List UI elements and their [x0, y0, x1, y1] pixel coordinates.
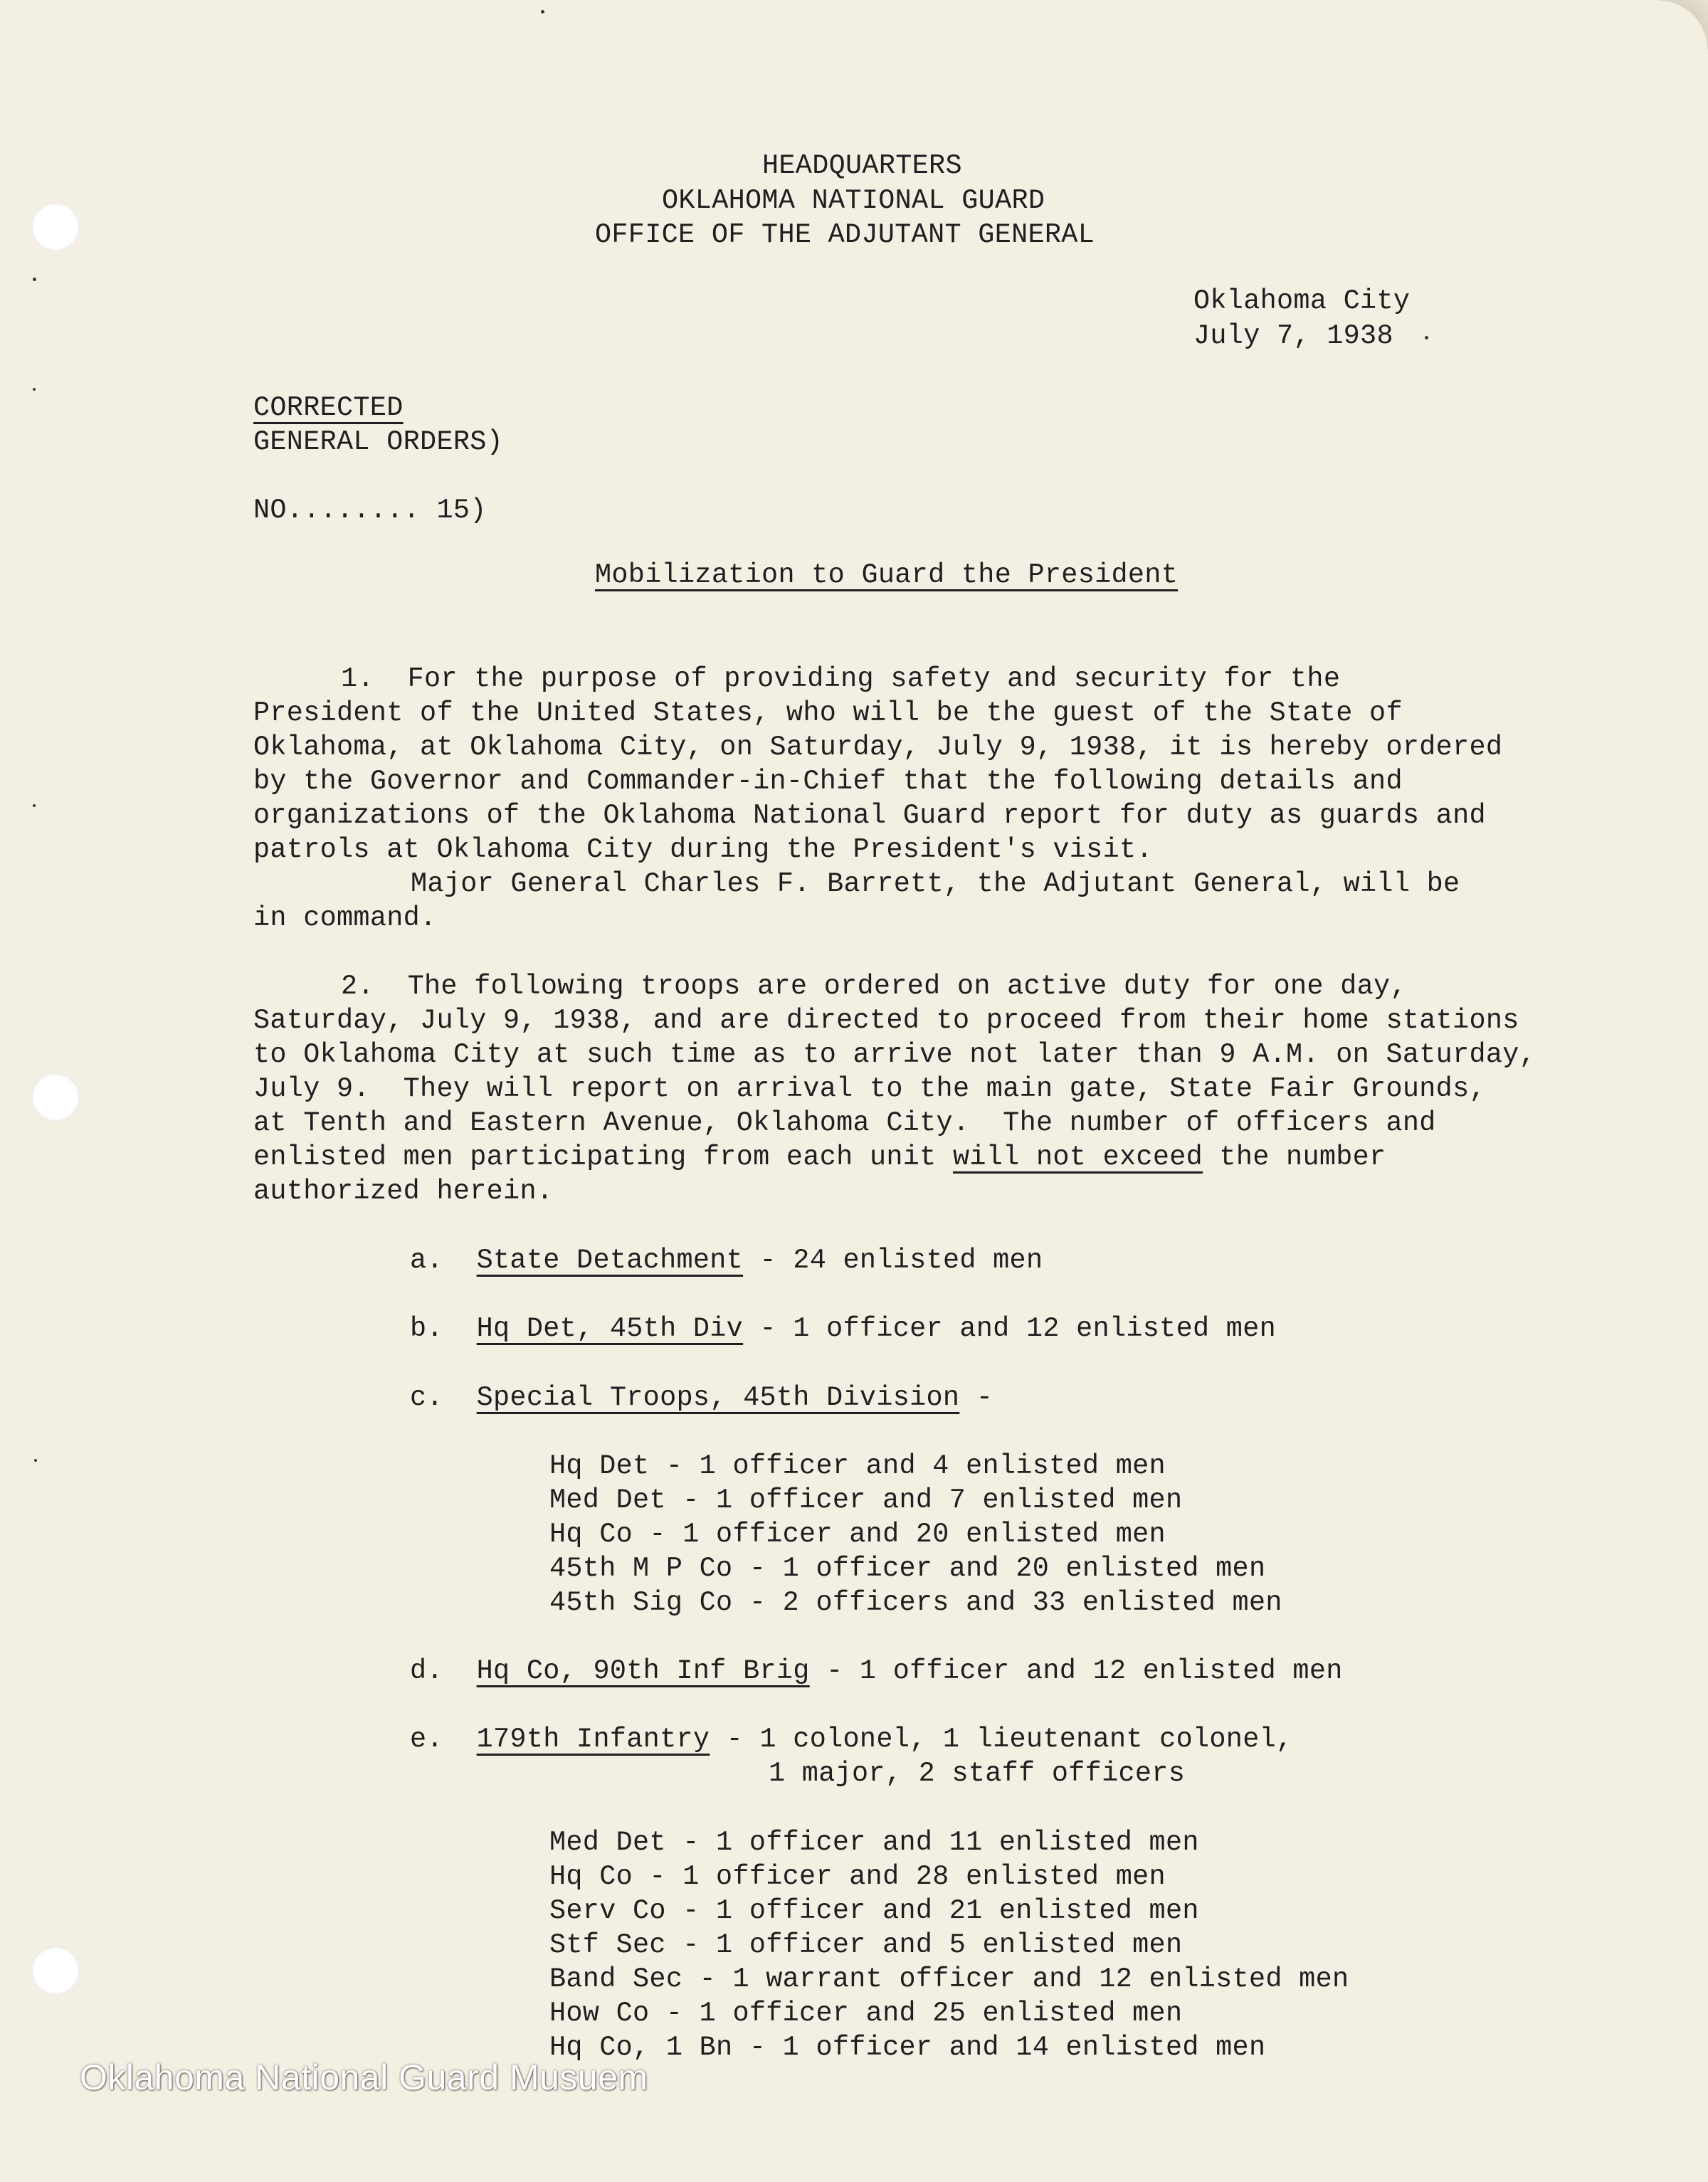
paragraph-line: authorized herein.	[253, 1176, 554, 1207]
item-detail: - 1 colonel, 1 lieutenant colonel,	[710, 1724, 1293, 1755]
item-c	[410, 1381, 993, 1415]
sub-item: Stf Sec - 1 officer and 5 enlisted men	[549, 1929, 1183, 1961]
sub-item: Band Sec - 1 warrant officer and 12 enlisted men	[549, 1964, 1349, 1995]
paragraph-line: 1. For the purpose of providing safety and security for the	[341, 663, 1341, 695]
item-detail-continued: 1 major, 2 staff officers	[769, 1758, 1186, 1789]
sub-item: Hq Co, 1 Bn - 1 officer and 14 enlisted men	[549, 2032, 1266, 2063]
item-unit: State Detachment	[476, 1245, 744, 1276]
paper-speck	[34, 1459, 37, 1462]
paragraph-line: 2. The following troops are ordered on active duty for one day,	[341, 971, 1407, 1002]
paragraph-line: Major General Charles F. Barrett, the Adjutant General, will be	[411, 868, 1460, 900]
sub-item: Serv Co - 1 officer and 21 enlisted men	[549, 1895, 1199, 1927]
paper-speck	[1425, 336, 1428, 339]
header-line-3: OFFICE OF THE ADJUTANT GENERAL	[595, 219, 1095, 251]
paper-speck	[541, 10, 544, 14]
item-unit: Hq Co, 90th Inf Brig	[476, 1655, 810, 1687]
paper-speck	[33, 388, 36, 391]
paragraph-line: at Tenth and Eastern Avenue, Oklahoma City. The number of officers and	[253, 1107, 1436, 1139]
item-detail: -	[959, 1382, 993, 1413]
item-d	[410, 1654, 1343, 1688]
line-text: enlisted men participating from each unit	[253, 1142, 953, 1173]
item-unit: Hq Det, 45th Div	[476, 1313, 744, 1344]
sub-item: Hq Co - 1 officer and 28 enlisted men	[549, 1861, 1166, 1892]
paragraph-line: Saturday, July 9, 1938, and are directed to proceed from their home stations	[253, 1005, 1519, 1036]
sub-item: 45th Sig Co - 2 officers and 33 enlisted men	[549, 1587, 1282, 1618]
item-letter: b.	[410, 1313, 443, 1344]
item-unit: Special Troops, 45th Division	[476, 1382, 960, 1413]
item-letter: d.	[410, 1655, 443, 1687]
corrected-label: CORRECTED	[253, 392, 404, 423]
sub-item: Med Det - 1 officer and 7 enlisted men	[549, 1485, 1183, 1516]
paragraph-line	[253, 1140, 1386, 1174]
sub-item: Hq Det - 1 officer and 4 enlisted men	[549, 1450, 1166, 1482]
paragraph-line: in command.	[253, 902, 437, 934]
paragraph-line: to Oklahoma City at such time as to arrive not later than 9 A.M. on Saturday,	[253, 1039, 1536, 1070]
page-corner	[1658, 0, 1708, 50]
paper-speck	[33, 278, 36, 281]
line-text: the number	[1203, 1142, 1386, 1173]
museum-watermark: Oklahoma National Guard Musuem	[80, 2057, 648, 2097]
date: July 7, 1938	[1193, 320, 1393, 352]
order-number: NO........ 15)	[253, 495, 487, 526]
paper-speck	[33, 804, 36, 807]
item-letter: a.	[410, 1245, 443, 1276]
sub-item: How Co - 1 officer and 25 enlisted men	[549, 1998, 1183, 2029]
punch-hole	[31, 1946, 80, 1995]
paragraph-line: organizations of the Oklahoma National Guard report for duty as guards and	[253, 800, 1486, 831]
item-detail: - 1 officer and 12 enlisted men	[743, 1313, 1277, 1344]
item-e	[410, 1722, 1292, 1756]
sub-item: 45th M P Co - 1 officer and 20 enlisted men	[549, 1553, 1266, 1584]
paragraph-line: President of the United States, who will be the guest of the State of	[253, 697, 1403, 729]
paragraph-line: July 9. They will report on arrival to the main gate, State Fair Grounds,	[253, 1073, 1486, 1105]
header-line-1: HEADQUARTERS	[762, 150, 962, 181]
item-b	[410, 1312, 1276, 1346]
item-letter: c.	[410, 1382, 443, 1413]
header-line-2: OKLAHOMA NATIONAL GUARD	[662, 185, 1045, 216]
place: Oklahoma City	[1193, 285, 1411, 317]
punch-hole	[31, 203, 80, 251]
item-letter: e.	[410, 1724, 443, 1755]
sub-item: Hq Co - 1 officer and 20 enlisted men	[549, 1519, 1166, 1550]
order-title: Mobilization to Guard the President	[595, 559, 1179, 591]
punch-hole	[31, 1073, 80, 1122]
paragraph-line: patrols at Oklahoma City during the President's visit.	[253, 834, 1153, 865]
general-orders-label: GENERAL ORDERS)	[253, 426, 504, 458]
sub-item: Med Det - 1 officer and 11 enlisted men	[549, 1827, 1199, 1858]
item-detail: - 24 enlisted men	[743, 1245, 1043, 1276]
paragraph-line: by the Governor and Commander-in-Chief that the following details and	[253, 766, 1403, 797]
item-a	[410, 1243, 1043, 1277]
paragraph-line: Oklahoma, at Oklahoma City, on Saturday, July 9, 1938, it is hereby ordered	[253, 732, 1503, 763]
item-detail: - 1 officer and 12 enlisted men	[809, 1655, 1343, 1687]
emphasis-will-not-exceed: will not exceed	[952, 1142, 1203, 1173]
item-unit: 179th Infantry	[476, 1724, 710, 1755]
